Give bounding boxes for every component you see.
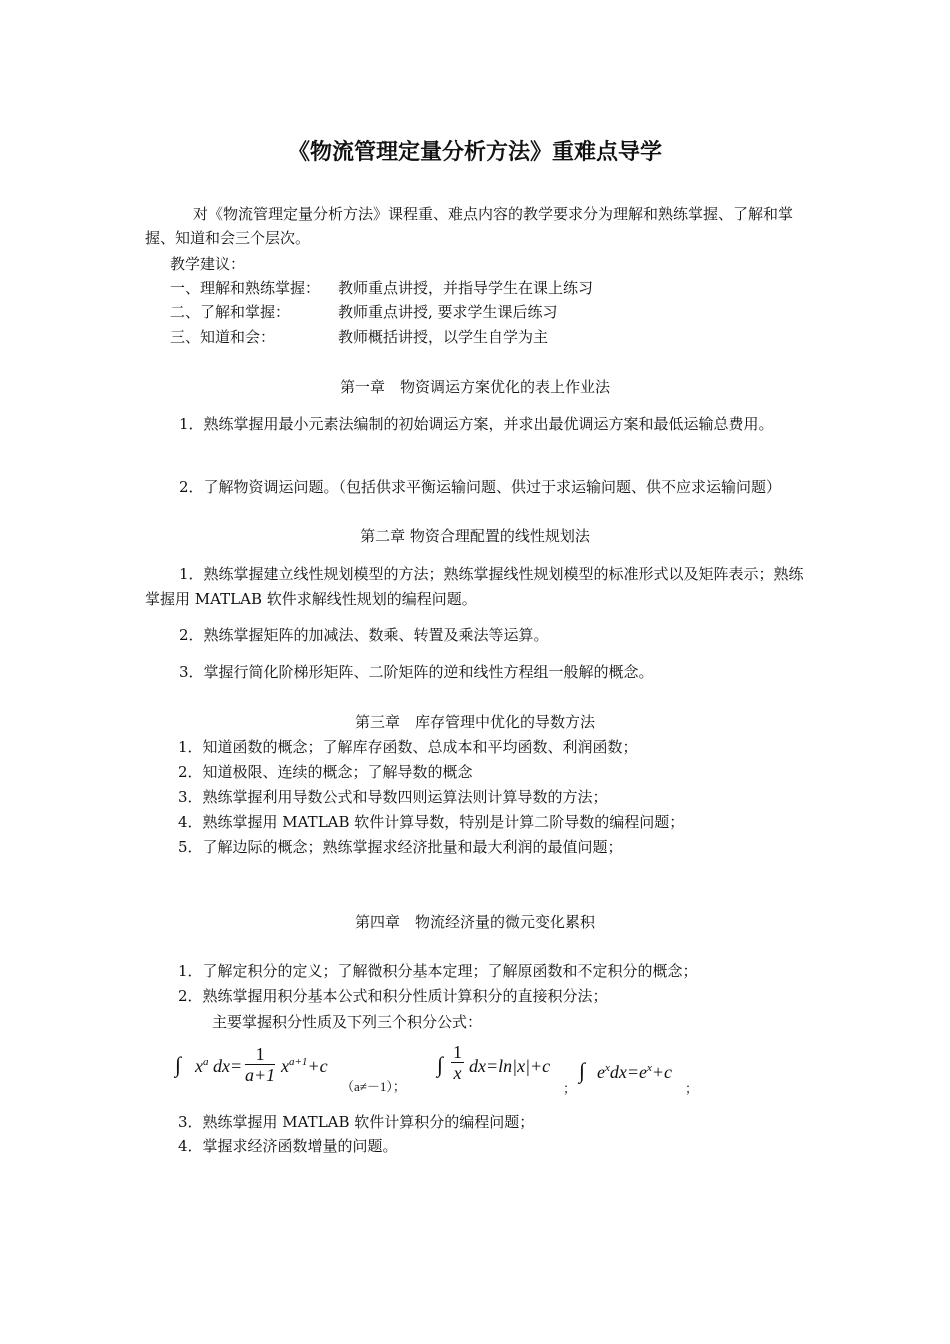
advice-heading: 教学建议： — [170, 255, 246, 273]
fraction: $\frac{1}{x}$ — [453, 1042, 462, 1083]
formula-text: $e^xdx=e^x+c$ — [597, 1062, 673, 1082]
chapter-4-item: 3．熟练掌握用 MATLAB 软件计算积分的编程问题； — [178, 1113, 535, 1131]
formula-text: dx=ln|x|+c — [469, 1056, 551, 1076]
formula-separator: ； — [685, 1081, 699, 1096]
chapter-1-item: 1．熟练掌握用最小元素法编制的初始调运方案，并求出最优调运方案和最低运输总费用。 — [179, 415, 774, 433]
chapter-3-item: 3．熟练掌握利用导数公式和导数四则运算法则计算导数的方法； — [178, 788, 608, 806]
chapter-1-heading: 第一章 物资调运方案优化的表上作业法 — [339, 378, 610, 396]
level-3-label: 三、知道和会： — [170, 328, 276, 346]
chapter-3-item: 2．知道极限、连续的概念；了解导数的概念 — [178, 763, 473, 781]
formula-intro: 主要掌握积分性质及下列三个积分公式： — [212, 1013, 483, 1031]
level-1-label: 一、理解和熟练掌握： — [170, 279, 321, 297]
intro-paragraph: 对《物流管理定量分析方法》课程重、难点内容的教学要求分为理解和熟练掌握、了解和掌握、知道和会三个层次。 — [145, 205, 794, 247]
level-1-desc: 教师重点讲授，并指导学生在课上练习 — [338, 279, 594, 297]
chapter-4-heading: 第四章 物流经济量的微元变化累积 — [354, 913, 595, 931]
chapter-3-heading: 第三章 库存管理中优化的导数方法 — [354, 713, 595, 731]
formula-condition: （a≠－1）； — [341, 1079, 406, 1094]
chapter-2-item: 2．熟练掌握矩阵的加减法、数乘、转置及乘法等运算。 — [179, 626, 549, 644]
chapter-4-item: 1．了解定积分的定义；了解微积分基本定理；了解原函数和不定积分的概念； — [178, 962, 698, 980]
integral-sign: ∫ — [175, 1052, 182, 1077]
chapter-2-item: 3．掌握行简化阶梯形矩阵、二阶矩阵的逆和线性方程组一般解的概念。 — [179, 663, 654, 681]
chapter-4-item: 2．熟练掌握用积分基本公式和积分性质计算积分的直接积分法； — [178, 987, 608, 1005]
level-2-desc: 教师重点讲授, 要求学生课后练习 — [338, 303, 558, 321]
chapter-3-item: 5．了解边际的概念；熟练掌握求经济批量和最大利润的最值问题； — [178, 838, 623, 856]
chapter-3-item: 1．知道函数的概念；了解库存函数、总成本和平均函数、利润函数； — [178, 738, 638, 756]
chapter-2-heading: 第二章 物资合理配置的线性规划法 — [360, 527, 590, 545]
formula-text: $x^a$ dx= — [195, 1056, 243, 1076]
formula-text: $x^{a+1}+c$ — [281, 1056, 328, 1076]
integral-sign: ∫ — [579, 1058, 586, 1083]
integral-sign: ∫ — [437, 1052, 444, 1077]
chapter-2-item: 1．熟练掌握建立线性规划模型的方法；熟练掌握线性规划模型的标准形式以及矩阵表示；熟练掌握用 MATLAB 软件求解线性规划的编程问题。 — [145, 565, 804, 608]
formula-separator: ； — [563, 1081, 577, 1096]
chapter-1-item: 2．了解物资调运问题。（包括供求平衡运输问题、供过于求运输问题、供不应求运输问题） — [179, 478, 782, 496]
chapter-3-item: 4．熟练掌握用 MATLAB 软件计算导数，特别是计算二阶导数的编程问题； — [178, 813, 685, 831]
level-2-label: 二、了解和掌握： — [170, 303, 291, 321]
chapter-4-item: 4．掌握求经济函数增量的问题。 — [178, 1137, 398, 1155]
fraction: $\frac{1}{a+1}$ — [245, 1044, 276, 1085]
level-3-desc: 教师概括讲授，以学生自学为主 — [338, 328, 549, 346]
page-title: 《物流管理定量分析方法》重难点导学 — [287, 140, 662, 165]
